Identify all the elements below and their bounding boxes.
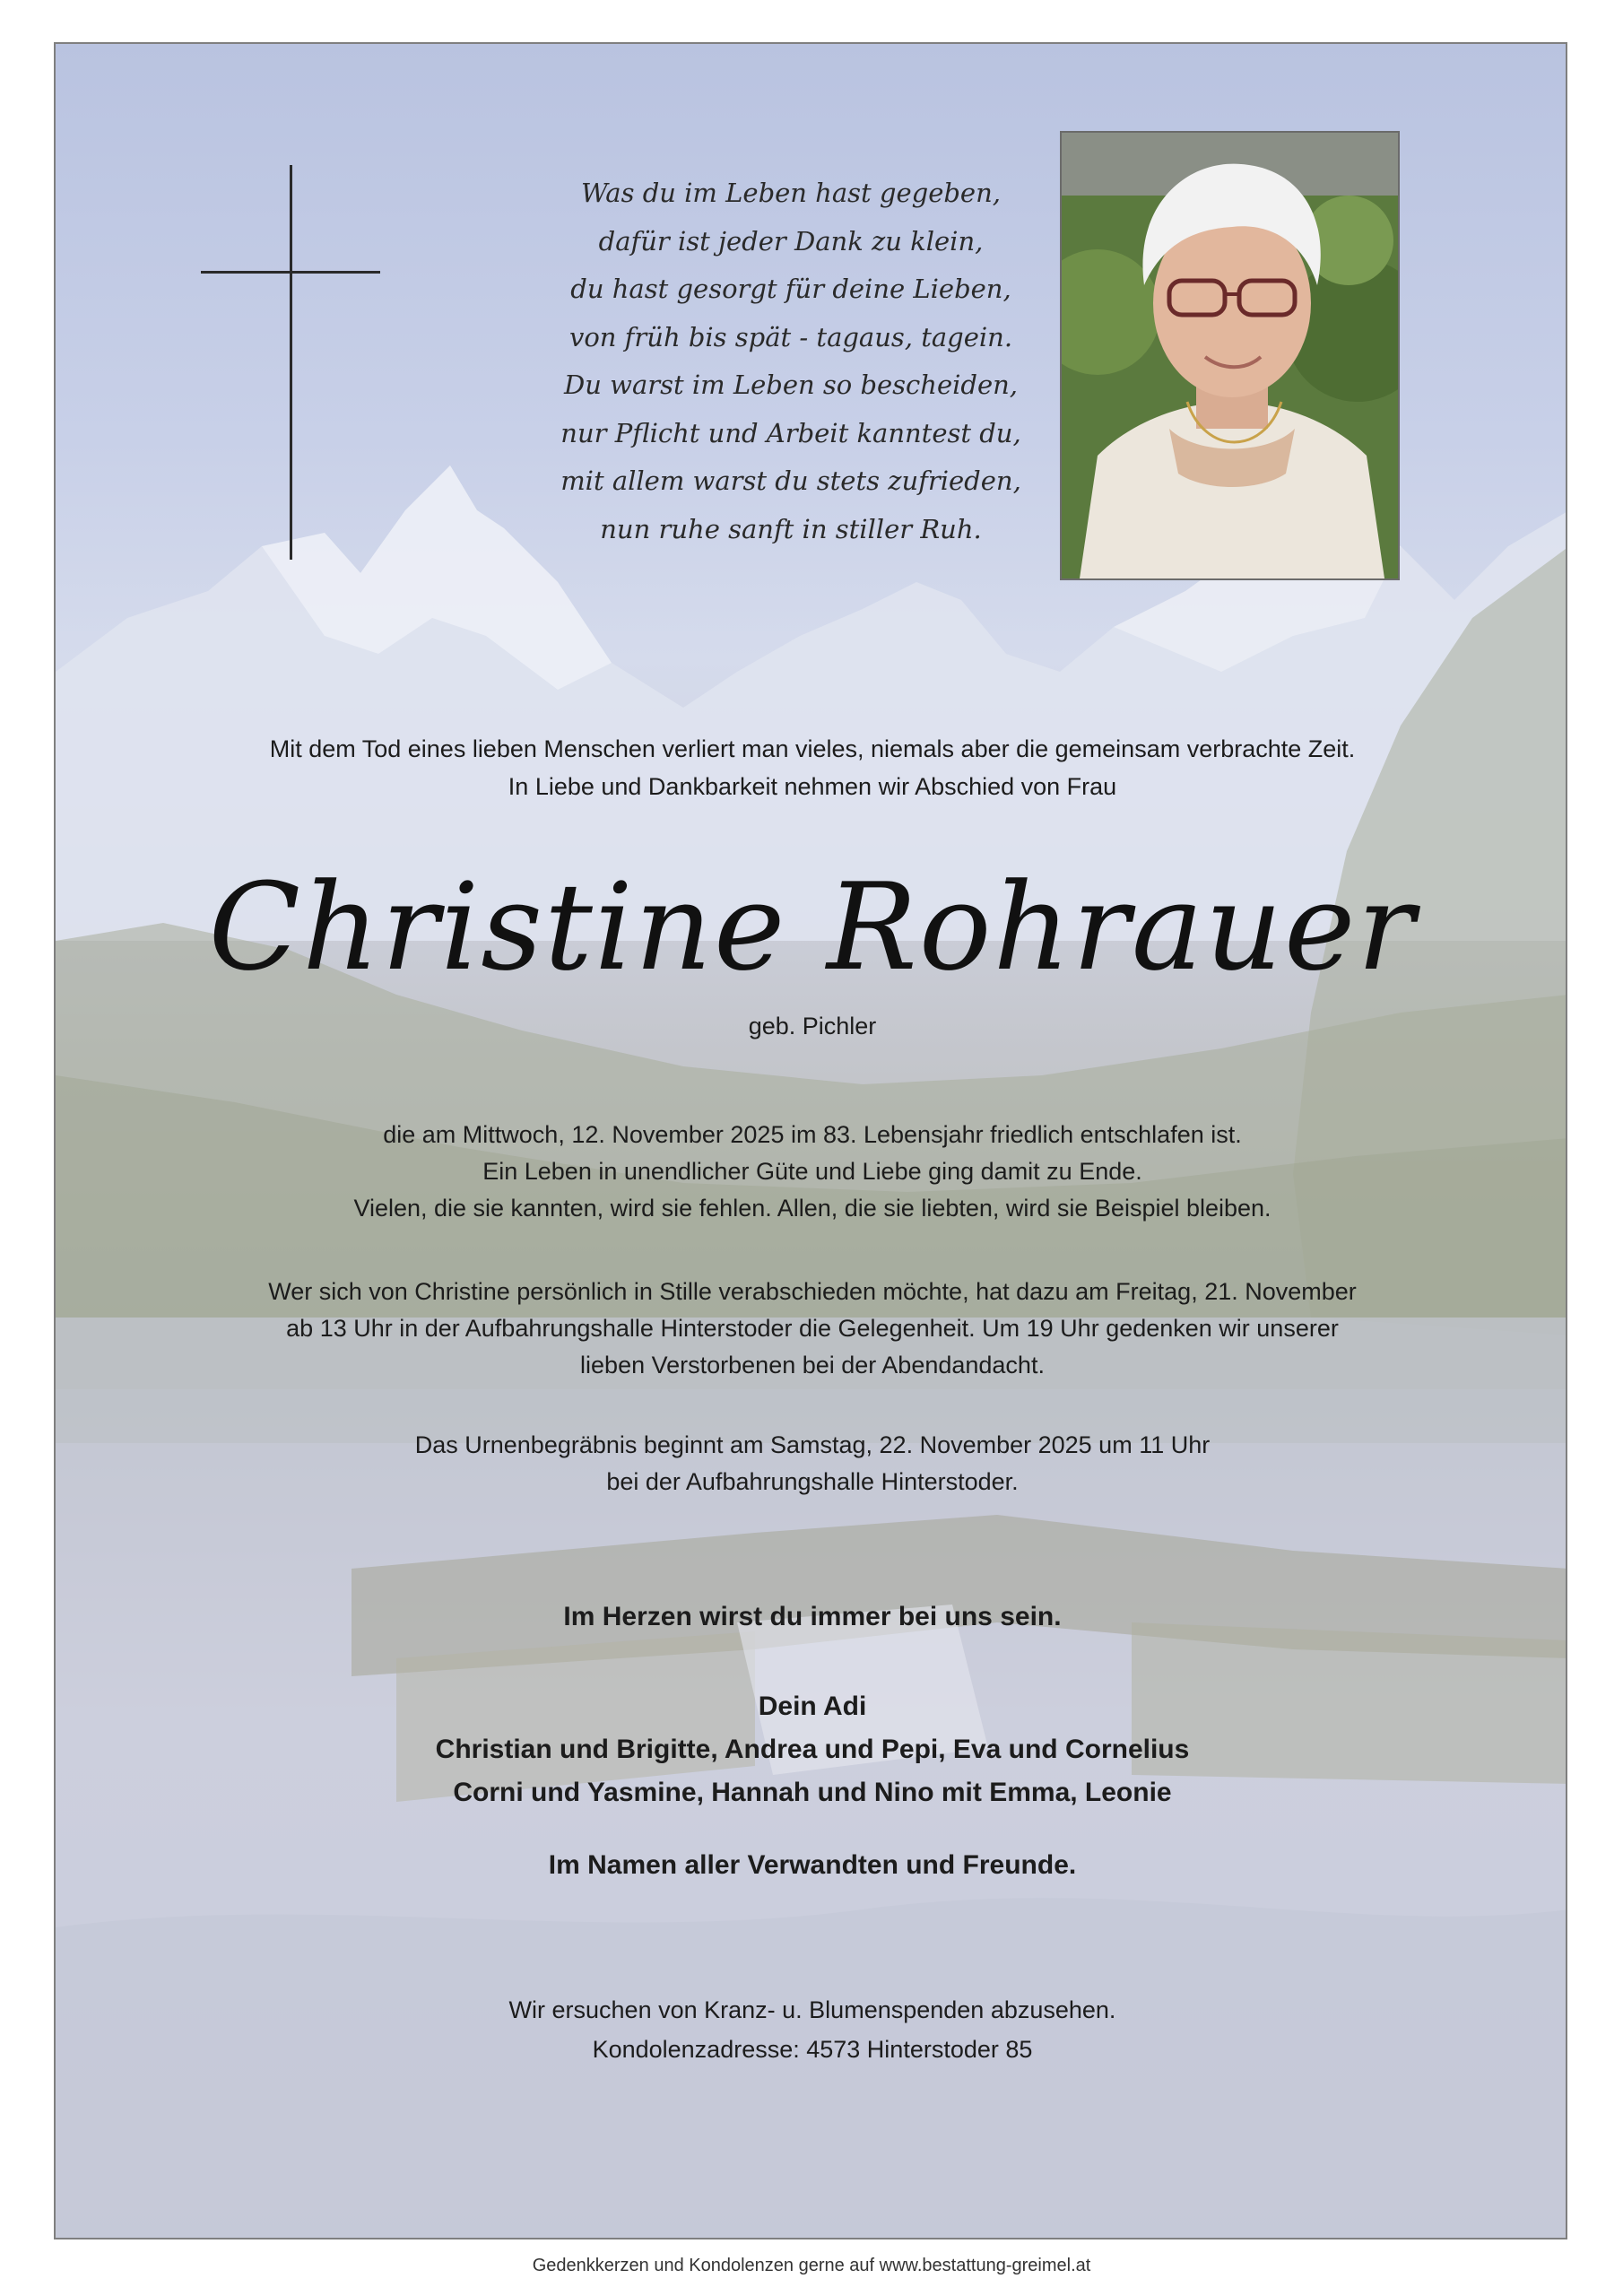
- farewell-line: Wer sich von Christine persönlich in Stille verabschieden möchte, hat dazu am Freitag, 21. November: [268, 1278, 1357, 1305]
- notice-line: Ein Leben in unendlicher Güte und Liebe ging damit zu Ende.: [482, 1158, 1142, 1185]
- notice-line: Vielen, die sie kannten, wird sie fehlen. Allen, die sie liebten, wird sie Beispiel bleiben.: [353, 1195, 1271, 1222]
- poem-line: von früh bis spät - tagaus, tagein.: [568, 321, 1013, 352]
- deceased-name: Christine Rohrauer: [208, 857, 1417, 997]
- portrait-image: [1062, 133, 1398, 578]
- burial-line: bei der Aufbahrungshalle Hinterstoder.: [606, 1468, 1019, 1495]
- family-list: [56, 1685, 1567, 1814]
- poem-line: dafür ist jeder Dank zu klein,: [598, 225, 984, 257]
- intro-line: In Liebe und Dankbarkeit nehmen wir Abschied von Frau: [508, 773, 1117, 800]
- farewell-info: [56, 1274, 1567, 1384]
- poem-line: Du warst im Leben so bescheiden,: [563, 370, 1019, 400]
- closing-line: Kondolenzadresse: 4573 Hinterstoder 85: [592, 2036, 1033, 2063]
- closing-line: Wir ersuchen von Kranz- u. Blumenspenden abzusehen.: [508, 1996, 1116, 2023]
- poem-line: mit allem warst du stets zufrieden,: [560, 465, 1021, 496]
- intro-line: Mit dem Tod eines lieben Menschen verliert man vieles, niemals aber die gemeinsam verbrachte Zeit.: [269, 735, 1356, 762]
- cross-icon: [201, 165, 380, 560]
- intro-text: [56, 730, 1567, 805]
- birth-name: geb. Pichler: [748, 1013, 877, 1039]
- family-line: Dein Adi: [758, 1692, 867, 1721]
- family-line: Corni und Yasmine, Hannah und Nino mit Emma, Leonie: [453, 1778, 1172, 1807]
- portrait-photo: [1060, 131, 1400, 580]
- burial-info: [56, 1427, 1567, 1500]
- closing-notes: [56, 1990, 1567, 2069]
- death-notice: [56, 1117, 1567, 1227]
- poem-line: du hast gesorgt für deine Lieben,: [570, 274, 1011, 304]
- family-line: Christian und Brigitte, Andrea und Pepi, Eva und Cornelius: [435, 1735, 1190, 1764]
- motto: Im Herzen wirst du immer bei uns sein.: [563, 1602, 1062, 1631]
- poem-line: Was du im Leben hast gegeben,: [581, 178, 1001, 208]
- obituary-card: [54, 42, 1567, 2239]
- poem-line: nur Pflicht und Arbeit kanntest du,: [560, 417, 1021, 448]
- memorial-poem: [477, 170, 1105, 553]
- farewell-line: ab 13 Uhr in der Aufbahrungshalle Hinterstoder die Gelegenheit. Um 19 Uhr gedenken wir unserer: [286, 1315, 1339, 1342]
- relatives-line: Im Namen aller Verwandten und Freunde.: [548, 1850, 1077, 1880]
- poem-line: nun ruhe sanft in stiller Ruh.: [600, 513, 982, 544]
- footer-website-note: Gedenkkerzen und Kondolenzen gerne auf www.bestattung-greimel.at: [532, 2256, 1091, 2275]
- notice-line: die am Mittwoch, 12. November 2025 im 83. Lebensjahr friedlich entschlafen ist.: [383, 1121, 1242, 1148]
- burial-line: Das Urnenbegräbnis beginnt am Samstag, 22. November 2025 um 11 Uhr: [414, 1431, 1211, 1458]
- farewell-line: lieben Verstorbenen bei der Abendandacht.: [580, 1352, 1045, 1378]
